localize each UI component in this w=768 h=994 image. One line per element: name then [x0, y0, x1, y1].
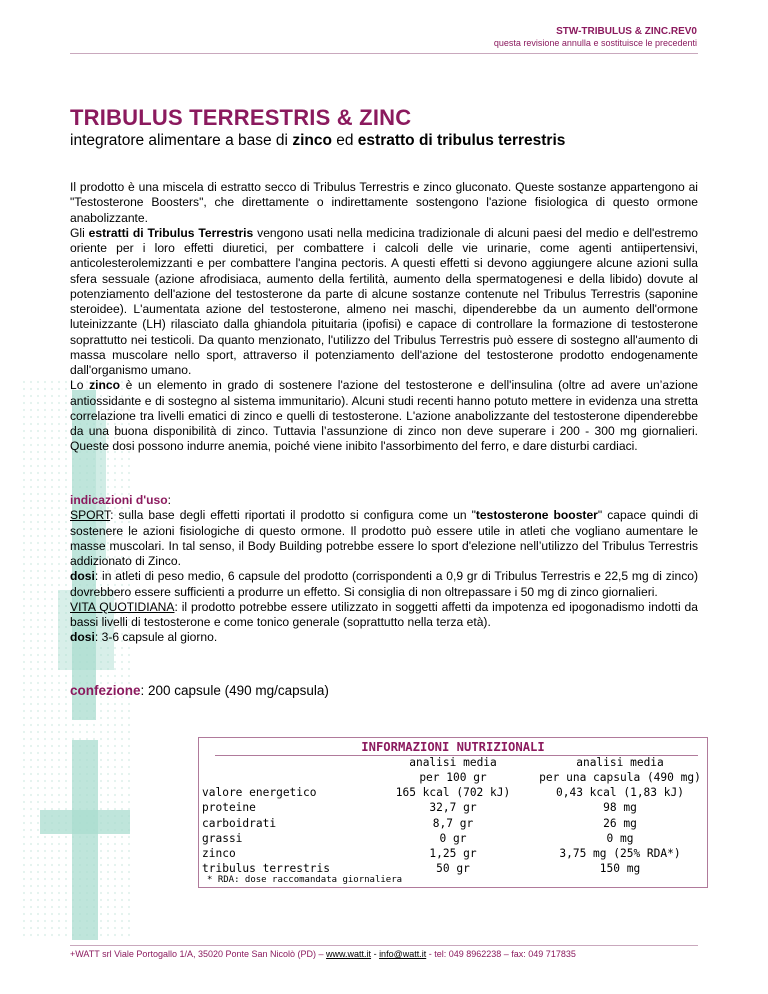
- product-subtitle: [70, 132, 565, 150]
- table-row: [199, 800, 707, 815]
- row-value-per-100g: 8,7 gr: [432, 816, 474, 830]
- column-header-per-capsule: [529, 755, 711, 786]
- sport-dosi-label: dosi: [70, 569, 95, 584]
- row-label: tribulus terrestris: [202, 862, 330, 876]
- description-zinc-pre: Lo: [70, 378, 90, 393]
- row-value-per-capsule: 0,43 kcal (1,83 kJ): [556, 786, 684, 799]
- footer-contacts: [70, 949, 576, 959]
- description-tribulus-bold: estratti di Tribulus Terrestris: [88, 225, 254, 240]
- col1-header-line2: per 100 gr: [419, 771, 487, 785]
- column-header-per-100g: [363, 755, 543, 786]
- packaging-info: [70, 683, 329, 698]
- nutrition-table-title: INFORMAZIONI NUTRIZIONALI: [361, 740, 545, 754]
- table-row: [199, 831, 707, 846]
- row-value-per-capsule: 3,75 mg (25% RDA*): [559, 847, 681, 861]
- table-row: [199, 846, 707, 861]
- row-value-per-100g: 32,7 gr: [429, 801, 477, 815]
- col2-header-line1: analisi media: [576, 756, 664, 769]
- row-value-per-capsule: 26 mg: [603, 816, 637, 830]
- packaging-label: confezione: [70, 683, 141, 698]
- row-value-per-100g: 1,25 gr: [429, 847, 477, 861]
- footer-email-link[interactable]: info@watt.it: [379, 949, 427, 959]
- header-revision-note: questa revisione annulla e sostituisce le precedenti: [493, 38, 697, 48]
- usage-indications: [70, 493, 698, 646]
- product-title: TRIBULUS TERRESTRIS & ZINC: [70, 105, 412, 130]
- table-row: [199, 785, 707, 800]
- description-tribulus-text: vengono usati nella medicina tradizionale di alcuni paesi del medio e dell'estremo oriente per i loro effetti diuretici, per combattere i calcoli delle vie urinarie, come agenti antiipertensivi, anticolesterolemizzanti e per combattere l'angina pectoris. A questi effetti si devono aggiungere alcune azioni sulla sfera sessuale (azione afrodisiaca, aumento della fertilità, aumento della spermatogenesi e della libido) dovute al potenziamento dell'azione del testosterone da parte di alcune sostanze contenute nel Tribulus Terrestris (saponine steroidee). L'aumentata azione del testosterone, almeno nei maschi, dipenderebbe da un aumento dell'ormone luteinizzante (LH) rilasciato dalla ghiandola pituitaria (ipofisi) e capace di controllare la formazione di testosterone soprattutto nei testicoli. Da quanto menzionato, l'utilizzo del Tribulus Terrestris può essere di sostegno all'aumento di massa muscolare nello sport, attraverso il potenziamento dell'azione del testosterone prodotto endogenamente dall'organismo umano.: [70, 225, 699, 377]
- description-zinc-bold: zinco: [89, 378, 120, 393]
- daily-dosi-label: dosi: [70, 630, 95, 645]
- row-label: valore energetico: [202, 786, 317, 799]
- row-value-per-100g: 50 gr: [436, 862, 470, 876]
- packaging-value: : 200 capsule (490 mg/capsula): [140, 683, 329, 698]
- row-label: grassi: [202, 831, 243, 845]
- daily-dosi-text: : 3-6 capsule al giorno.: [94, 630, 218, 645]
- subtitle-bold-zinc: zinco: [292, 132, 332, 149]
- footer-phone-fax: - tel: 049 8962238 – fax: 049 717835: [426, 949, 576, 959]
- indications-colon: :: [167, 493, 171, 507]
- watermark-logo: [22, 380, 132, 940]
- row-value-per-100g: 0 gr: [439, 831, 467, 845]
- header-rule: [70, 53, 698, 54]
- row-label: zinco: [202, 847, 236, 861]
- rda-footnote: * RDA: dose raccomandata giornaliera: [207, 875, 403, 885]
- subtitle-prefix: integratore alimentare a base di: [70, 132, 293, 149]
- sport-dosi-text: : in atleti di peso medio, 6 capsule del prodotto (corrispondenti a 0,9 gr di Tribulus Terrestris e 22,5 mg di zinco) dovrebbero essere sufficienti a produrre un effetto. Si consiglia di non oltrepassare i 50 mg di zinco giornalieri.: [70, 569, 698, 599]
- description-intro: Il prodotto è una miscela di estratto secco di Tribulus Terrestris e zinco gluconato. Queste sostanze appartengono ai "Testosterone Boosters", che direttamente o indirettamente sostengono l'azione fisiologica di questo ormone anabolizzante.: [70, 180, 698, 225]
- row-value-per-capsule: 98 mg: [603, 801, 637, 815]
- row-value-per-100g: 165 kcal (702 kJ): [395, 786, 511, 799]
- daily-life-text: : il prodotto potrebbe essere utilizzato in soggetti affetti da impotenza ed ipogonadismo indotti da bassi livelli di testosterone e come tonico generale (soprattutto nella terza età).: [70, 599, 698, 629]
- sport-text-post: " capace quindi di sostenere le azioni fisiologiche di questo ormone. Il prodotto può essere utile in atleti che vogliano aumentare le masse muscolari. In tal senso, il Body Building potrebbe essere lo sport d'elezione nell’utilizzo del Tribulus Terrestris addizionato di Zinco.: [70, 508, 699, 568]
- description-zinc-text: è un elemento in grado di sostenere l'azione del testosterone e dell'insulina (oltre ad avere un’azione antiossidante e di sostegno al sistema immunitario). Alcuni studi recenti hanno potuto mettere in evidenza una stretta correlazione tra livelli ematici di zinco e quelli di testosterone. L'azione anabolizzante del testosterone dipenderebbe da una buona disponibilità di zinco. Tuttavia l’assunzione di zinco non deve superare i 200 - 300 mg giornalieri. Queste dosi possono indurre anemia, poiché viene inibito l'assorbimento del ferro, e dare disturbi cardiaci.: [70, 378, 698, 454]
- header-code: STW-TRIBULUS & ZINC.REV0: [556, 26, 697, 37]
- nutrition-rows: [199, 785, 707, 877]
- footer-rule: [70, 945, 698, 946]
- col1-header-line1: analisi media: [409, 756, 497, 769]
- row-value-per-capsule: 150 mg: [599, 862, 641, 876]
- footer-company: +WATT srl Viale Portogallo 1/A, 35020 Ponte San Nicolò (PD) –: [70, 949, 327, 959]
- sport-text-pre: : sulla base degli effetti riportati il prodotto si configura come un ": [110, 508, 476, 523]
- row-value-per-capsule: 0 mg: [606, 831, 634, 845]
- daily-life-label: VITA QUOTIDIANA: [70, 599, 175, 614]
- nutrition-table: [198, 737, 708, 888]
- col2-header-line2: per una capsula (490 mg): [539, 771, 701, 785]
- product-description: [70, 180, 698, 455]
- table-row: [199, 816, 707, 831]
- subtitle-bold-tribulus: estratto di tribulus terrestris: [357, 132, 566, 149]
- description-tribulus-pre: Gli: [70, 225, 89, 240]
- row-label: carboidrati: [202, 816, 277, 830]
- sport-label: SPORT: [70, 508, 111, 523]
- footer-website-link[interactable]: www.watt.it: [326, 949, 372, 959]
- subtitle-mid: ed: [331, 132, 358, 149]
- footer-separator: -: [371, 949, 380, 959]
- sport-booster-bold: testosterone booster: [475, 508, 598, 523]
- indications-heading: indicazioni d'uso: [70, 493, 168, 507]
- row-label: proteine: [202, 801, 256, 815]
